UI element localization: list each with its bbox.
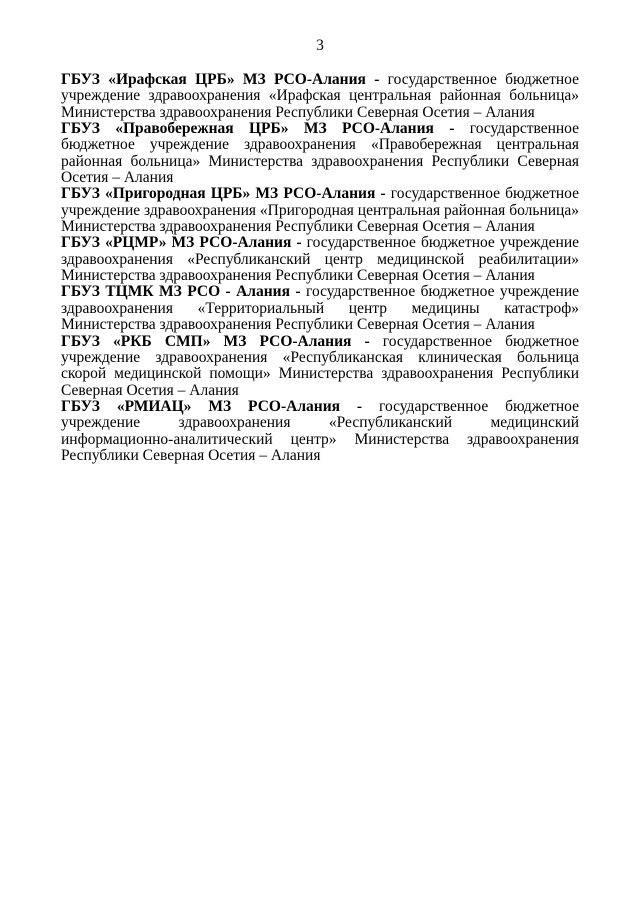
organization-entry: [61, 334, 579, 399]
organization-full-name: государственное бюджетное учреждение здравоохранения «Правобережная центральная районная больница» Министерства здравоохранения Республики Северная Осетия – Алания: [61, 120, 579, 187]
organization-entry: [61, 235, 579, 284]
organization-abbreviation: ГБУЗ «Пригородная ЦРБ» МЗ РСО-Алания -: [61, 185, 386, 203]
organization-entry: [61, 399, 579, 464]
organization-full-name: государственное бюджетное учреждение здравоохранения «Республиканский медицинский информационно-аналитический центр» Министерства здравоохранения Республики Северная Осетия – Алания: [61, 397, 579, 464]
organization-entry: [61, 186, 579, 235]
organization-abbreviation: ГБУЗ «Правобережная ЦРБ» МЗ РСО-Алания -: [61, 120, 455, 138]
organization-abbreviation: ГБУЗ «РКБ СМП» МЗ РСО-Алания -: [61, 332, 370, 350]
page-number: 3: [316, 37, 324, 54]
organization-full-name: государственное бюджетное учреждение здравоохранения «Территориальный центр медицины катастроф» Министерства здравоохранения Республики Северная Осетия – Алания: [61, 283, 580, 334]
organization-list: [61, 72, 579, 464]
organization-entry: [61, 72, 579, 121]
organization-full-name: государственное бюджетное учреждение здравоохранения «Республиканский центр медицинской реабилитации» Министерства здравоохранения Республики Северная Осетия – Алания: [61, 234, 579, 285]
organization-abbreviation: ГБУЗ «РМИАЦ» МЗ РСО-Алания -: [61, 397, 363, 415]
organization-full-name: государственное бюджетное учреждение здравоохранения «Пригородная центральная районная больница» Министерства здравоохранения Республики Северная Осетия – Алания: [61, 185, 579, 236]
organization-entry: [61, 284, 579, 333]
organization-abbreviation: ГБУЗ ТЦМК МЗ РСО - Алания -: [61, 283, 301, 301]
organization-abbreviation: ГБУЗ «Ирафская ЦРБ» МЗ РСО-Алания -: [61, 71, 380, 88]
organization-full-name: государственное бюджетное учреждение здравоохранения «Республиканская клиническая больница скорой медицинской помощи» Министерства здравоохранения Республики Северная Осетия – Алания: [61, 332, 579, 399]
organization-entry: [61, 121, 579, 186]
organization-full-name: государственное бюджетное учреждение здравоохранения «Ирафская центральная районная больница» Министерства здравоохранения Республики Северная Осетия – Алания: [61, 71, 579, 121]
organization-abbreviation: ГБУЗ «РЦМР» МЗ РСО-Алания -: [61, 234, 302, 252]
